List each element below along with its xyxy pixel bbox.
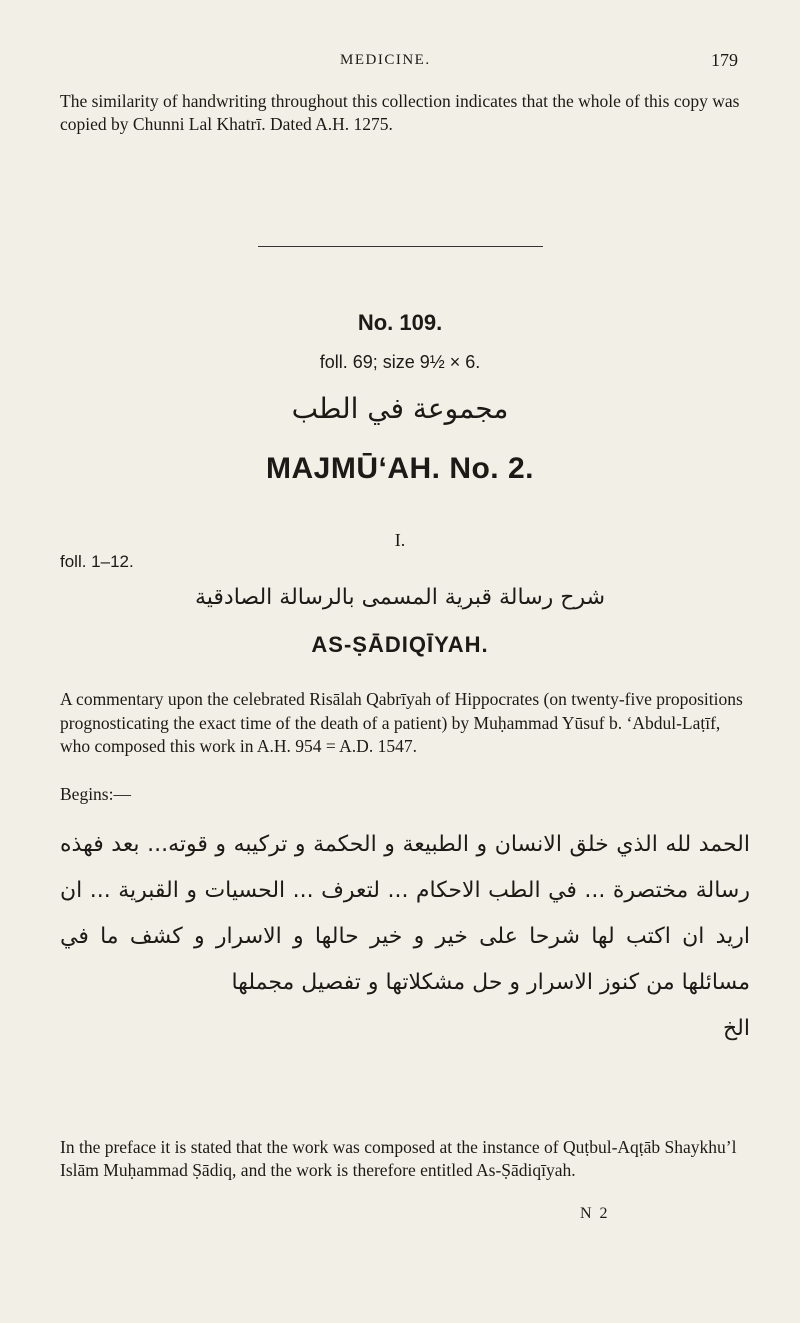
preface-paragraph xyxy=(60,1136,750,1182)
entry-title-english: MAJMŪ‘AH. No. 2. xyxy=(265,452,534,485)
entry-number: No. 109. xyxy=(357,310,443,335)
description-text: A commentary upon the celebrated Risālah Qabrīyah of Hippocrates (on twenty-five propositions prognosticating the exact time of the death of a patient) by Muḥammad Yūsuf b. ‘Abdul-Laṭīf, who composed this work in A.H. 954 = A.D. 1547. xyxy=(60,689,743,756)
work-title-english: AS-ṢĀDIQĪYAH. xyxy=(311,632,489,657)
incipit-last-word: الخ xyxy=(722,1016,750,1041)
signature-mark: N 2 xyxy=(580,1205,610,1222)
running-head-title: MEDICINE. xyxy=(340,52,431,68)
work-title-arabic: شرح رسالة قبرية المسمى بالرسالة الصادقية xyxy=(194,585,606,610)
description-paragraph xyxy=(60,688,750,759)
preface-text: In the preface it is stated that the work was composed at the instance of Quṭbul-Aqṭāb Shaykhu’l Islām Muḥammad Ṣādiq, and the work is therefore entitled As-Ṣādiqīyah. xyxy=(60,1137,737,1180)
section-numeral: I. xyxy=(394,530,406,550)
entry-title-arabic: مجموعة في الطب xyxy=(291,392,509,425)
begins-label: Begins:— xyxy=(60,784,131,804)
page-number: 179 xyxy=(711,50,738,70)
folio-size: foll. 69; size 9½ × 6. xyxy=(319,352,481,372)
incipit-arabic xyxy=(60,822,750,1052)
section-divider xyxy=(258,246,543,247)
intro-paragraph xyxy=(60,90,750,136)
running-head xyxy=(0,52,800,80)
incipit-text: الحمد لله الذي خلق الانسان و الطبيعة و الحكمة و تركيبه و قوته... بعد فهذه رسالة مختصرة ... في الطب الاحكام ... لتعرف ... الحسيات و القبرية ... ان اريد ان اكتب لها شرحا على خير و خير حالها و الاسرار و كشف ما في مسائلها من كنوز الاسرار و حل مشكلاتها و تفصيل مجملها xyxy=(60,832,750,995)
intro-text: The similarity of handwriting throughout this collection indicates that the whole of this copy was copied by Chunni Lal Khatrī. Dated A.H. 1275. xyxy=(60,91,740,134)
section-folios: foll. 1–12. xyxy=(60,552,134,571)
